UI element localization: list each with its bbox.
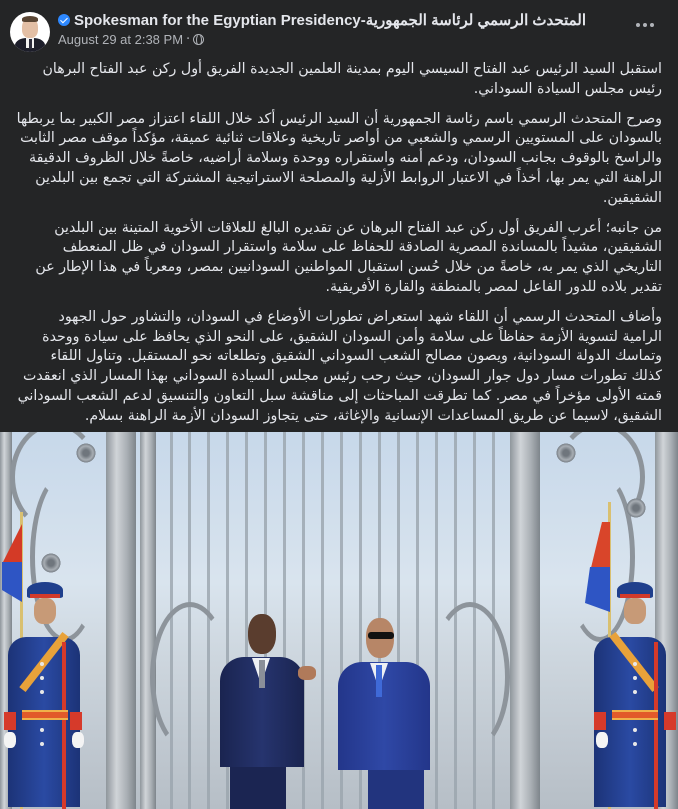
right-guard-cuff — [664, 712, 676, 730]
more-options-button[interactable] — [630, 14, 660, 36]
right-guard-face — [624, 598, 646, 624]
right-guard-glove — [596, 732, 608, 748]
left-leader-tie — [259, 660, 265, 688]
post-timestamp-link[interactable]: August 29 at 2:38 PM — [58, 32, 184, 47]
post-paragraph-4: وأضاف المتحدث الرسمي أن اللقاء شهد استعراض تطورات الأوضاع في السودان، والتشاور حول الجهود الرامية لتسوية الأزمة حفاظاً على سلامة وأمن السودان الشقيق، على النحو الذي يحافظ على سيادة ووحدة وتماسك الدولة السودانية، ويصون مصالح الشعب السوداني الشقيق وتطلعاته نحو المستقبل. وتناول اللقاء كذلك تطورات مسار دول جوار السودان، حيث رحب رئيس مجلس السيادة السوداني بهذا المسار الذي انعقدت قمته الأولى مؤخراً في مصر. كما تطرقت المباحثات إلى مناقشة سبل التعاون والتنسيق لدعم الشعب السوداني الشقيق، لاسيما عن طريق المساعدات الإنسانية والإغاثة، حتى يتجاوز السودان الأزمة الراهنة بسلام. — [17, 308, 662, 424]
avatar-tie — [29, 39, 32, 49]
ironwork-scroll — [430, 602, 510, 752]
uniform-button — [633, 676, 637, 680]
right-leader-jacket — [338, 662, 430, 770]
meta-separator: · — [186, 32, 191, 47]
left-guard-cuff — [4, 712, 16, 730]
left-guard-cuff — [70, 712, 82, 730]
uniform-button — [40, 728, 44, 732]
ironwork-scroll — [150, 602, 230, 752]
avatar-hair — [22, 16, 38, 22]
post-meta — [58, 31, 586, 48]
left-guard-belt — [22, 710, 68, 720]
left-guard-face — [34, 598, 56, 624]
left-guard-glove — [72, 732, 84, 748]
author-avatar[interactable] — [10, 12, 50, 52]
right-guard-cuff — [594, 712, 606, 730]
uniform-button — [40, 662, 44, 666]
handshake — [298, 666, 316, 680]
more-dot-icon — [636, 23, 640, 27]
post-paragraph-2: وصرح المتحدث الرسمي باسم رئاسة الجمهورية أن السيد الرئيس أكد خلال اللقاء اعتزاز مصر الكبير بما يربطها بالسودان على المستويين الرسمي والشعبي من أواصر تاريخية وعلاقات ثنائية عميقة، مؤكداً موقف مصر الثابت والراسخ بالوقوف بجانب السودان، ودعم أمنه واستقراره ووحدة وسلامة أراضيه، خاصةً خلال الظروف الدقيقة الراهنة التي يمر بها، أخذاً في الاعتبار الروابط الأزلية والمصلحة الاستراتيجية المشتركة التي تجمع بين البلدين الشقيقين. — [16, 110, 662, 206]
header-text — [58, 10, 586, 48]
gate-pillar — [140, 432, 156, 809]
right-leader-tie — [376, 665, 382, 697]
gate-pillar — [106, 432, 136, 809]
uniform-button — [633, 728, 637, 732]
sunglasses — [368, 632, 394, 639]
author-name-link[interactable]: Spokesman for the Egyptian Presidency-المتحدث الرسمي لرئاسة الجمهورية — [74, 12, 587, 29]
uniform-button — [40, 676, 44, 680]
post-header — [0, 0, 678, 56]
right-guard-belt — [612, 710, 658, 720]
left-flag-red — [2, 524, 22, 564]
uniform-button — [633, 662, 637, 666]
author-name-row — [58, 10, 586, 30]
post-photo[interactable] — [0, 432, 678, 809]
post-paragraph-1: استقبل السيد الرئيس عبد الفتاح السيسي اليوم بمدينة العلمين الجديدة الفريق أول ركن عبد الفتاح البرهان رئيس مجلس السيادة السوداني. — [42, 61, 662, 97]
uniform-button — [40, 690, 44, 694]
left-guard-glove — [4, 732, 16, 748]
ironwork-rosette — [40, 552, 62, 574]
more-dot-icon — [643, 23, 647, 27]
right-guard-hat — [617, 582, 653, 598]
uniform-button — [40, 742, 44, 746]
left-guard-hat — [27, 582, 63, 598]
left-leader-head — [248, 614, 276, 654]
uniform-button — [633, 690, 637, 694]
more-dot-icon — [650, 23, 654, 27]
post-text — [16, 60, 662, 437]
gate-pillar — [510, 432, 540, 809]
right-guard-stripe — [654, 642, 658, 809]
globe-icon[interactable] — [193, 34, 204, 45]
ironwork-rosette — [625, 497, 647, 519]
ironwork-rosette — [75, 442, 97, 464]
gate-bar — [321, 432, 324, 809]
uniform-button — [633, 742, 637, 746]
ironwork-rosette — [555, 442, 577, 464]
left-guard-stripe — [62, 642, 66, 809]
verified-badge-icon — [58, 14, 70, 26]
gate-bar — [435, 432, 438, 809]
post-paragraph-3: من جانبه؛ أعرب الفريق أول ركن عبد الفتاح البرهان عن تقديره البالغ للعلاقات الأخوية المتينة بين البلدين الشقيقين، مشيداً بالمساندة المصرية الصادقة للحفاظ على سلامة واستقرار السودان في ظل المنعطف التاريخي الذي يمر به، خاصةً من خلال حُسن استقبال المواطنين السودانيين بمصر، ومعرباً في هذا الإطار عن تقدير بلاده للدور الفاعل لمصر بالمنطقة والقارة الأفريقية. — [35, 219, 662, 295]
